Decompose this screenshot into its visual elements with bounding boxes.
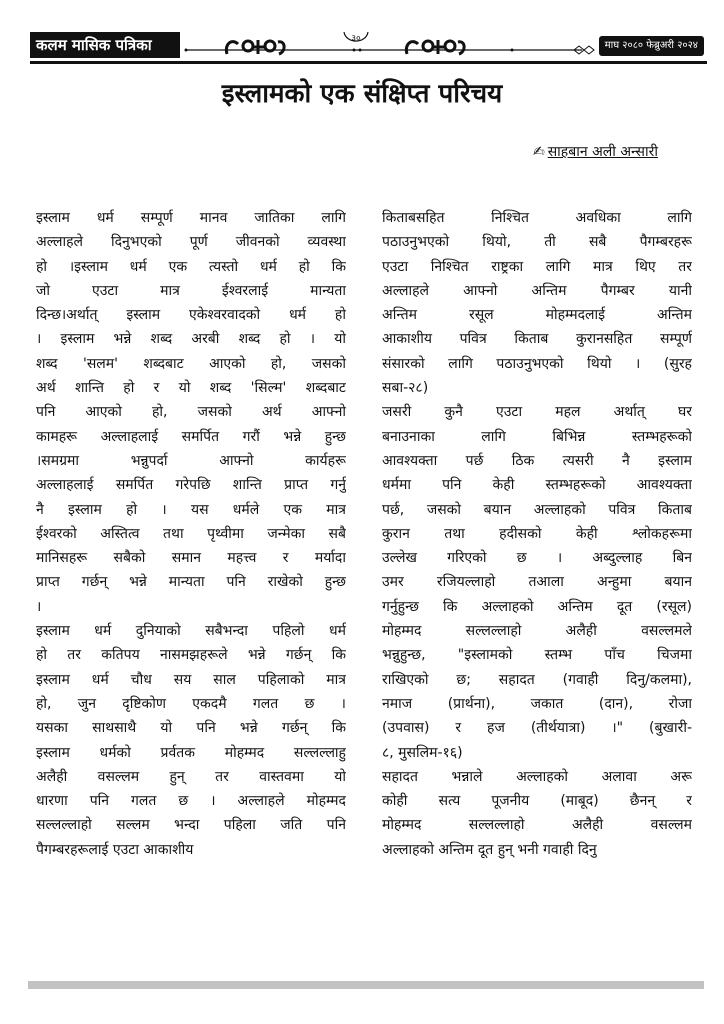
text-line: बनाउनाका लागि बिभिन्न स्तम्भहरूको	[382, 428, 692, 445]
text-line: नमाज (प्रार्थना), जकात (दान), रोजा	[382, 695, 692, 712]
text-line: ८, मुसलिम-१६)	[382, 744, 463, 761]
text-line: धारणा पनि गलत छ । अल्लाहले मोहम्मद	[36, 793, 346, 810]
text-line: किताबसहित निश्चित अवधिका लागि	[382, 210, 692, 226]
text-line: धर्ममा पनि केही स्तम्भहरूको आवश्यक्ता	[382, 477, 692, 494]
pen-icon: ✍	[532, 144, 545, 160]
text-line: गर्नुहुन्छ कि अल्लाहको अन्तिम दूत (रसूल)	[382, 598, 692, 615]
page-number: ३०	[351, 34, 361, 44]
text-line: इस्लाम धर्म सम्पूर्ण मानव जातिका लागि	[36, 210, 346, 226]
text-line: पर्छ, जसको बयान अल्लाहको पवित्र किताब	[382, 501, 692, 518]
floral-ornament-icon	[182, 30, 602, 60]
text-line: कुरान तथा हदीसको केही श्लोकहरूमा	[382, 525, 692, 542]
text-line: अलैही वसल्लम हुन् तर वास्तवमा यो	[36, 768, 346, 785]
author-byline	[533, 142, 658, 161]
text-line: अल्लाहलाई समर्पित गरेपछि शान्ति प्राप्त गर्नु	[36, 477, 346, 494]
text-line: इस्लाम धर्म दुनियाको सबैभन्दा पहिलो धर्म	[36, 623, 346, 640]
author-name: साहबान अली अन्सारी	[547, 144, 658, 160]
text-line: उमर रजियल्लाहो तआला अन्हुमा बयान	[382, 574, 692, 591]
issue-date-badge: माघ २०८० फेब्रुअरी २०२४	[599, 36, 704, 56]
text-line: अल्लाहले दिनुभएको पूर्ण जीवनको व्यवस्था	[36, 234, 346, 251]
text-line: जसरी कुनै एउटा महल अर्थात् घर	[382, 404, 692, 421]
text-line: अर्थ शान्ति हो र यो शब्द 'सिल्म' शब्दबाट	[36, 380, 346, 397]
article-title: इस्लामको एक संक्षिप्त परिचय	[221, 79, 503, 109]
text-line: एउटा निश्चित राष्ट्रका लागि मात्र थिए तर	[382, 258, 692, 275]
article-column-left	[36, 206, 346, 862]
text-line: पठाउनुभएको थियो, ती सबै पैगम्बरहरू	[382, 234, 692, 251]
text-line: अल्लाहको अन्तिम दूत हुन् भनी गवाही दिनु	[382, 841, 597, 858]
text-line: अन्तिम रसूल मोहम्मदलाई अन्तिम	[382, 307, 692, 324]
text-line: उल्लेख गरिएको छ । अब्दुल्लाह बिन	[382, 550, 692, 567]
text-line: सहादत भन्नाले अल्लाहको अलावा अरू	[382, 768, 692, 785]
text-line: शब्द 'सलम' शब्दबाट आएको हो, जसको	[36, 355, 346, 372]
text-line: आवश्यक्ता पर्छ ठिक त्यसरी नै इस्लाम	[382, 452, 692, 469]
header-rule	[30, 61, 707, 64]
text-line: प्राप्त गर्छन् भन्ने मान्यता पनि राखेको हुन्छ	[36, 574, 346, 591]
text-line: इस्लाम धर्मको प्रर्वतक मोहम्मद सल्लल्लाहु	[36, 744, 346, 761]
text-line: आकाशीय पवित्र किताब कुरानसहित सम्पूर्ण	[382, 331, 692, 348]
text-line: मानिसहरू सबैको समान महत्त्व र मर्यादा	[36, 550, 346, 567]
text-line: नै इस्लाम हो । यस धर्मले एक मात्र	[36, 501, 346, 518]
text-line: मोहम्मद सल्लल्लाहो अलैही वसल्लम	[382, 817, 692, 834]
text-line: ईश्वरको अस्तित्व तथा पृथ्वीमा जन्मेका सबै	[36, 525, 346, 542]
text-line: भन्नुहुन्छ, "इस्लामको स्तम्भ पाँच चिजमा	[382, 647, 692, 664]
text-line: (उपवास) र हज (तीर्थयात्रा) ।" (बुखारी-	[382, 720, 692, 737]
text-line: कोही सत्य पूजनीय (माबूद) छैनन् र	[382, 793, 692, 810]
text-line: सल्लल्लाहो सल्लम भन्दा पहिला जति पनि	[36, 817, 346, 834]
text-line: ।	[36, 598, 42, 615]
article-column-right	[382, 206, 692, 862]
text-line: ।समग्रमा भन्नुपर्दा आफ्नो कार्यहरू	[36, 452, 346, 469]
text-line: इस्लाम धर्म चौध सय साल पहिलाको मात्र	[36, 671, 346, 688]
text-line: हो ।इस्लाम धर्म एक त्यस्तो धर्म हो कि	[36, 258, 346, 275]
text-line: जो एउटा मात्र ईश्वरलाई मान्यता	[36, 282, 346, 299]
text-line: हो, जुन दृष्टिकोण एकदमै गलत छ ।	[36, 695, 346, 712]
ornament-left	[226, 40, 284, 54]
text-line: पैगम्बरहरूलाई एउटा आकाशीय	[36, 841, 194, 858]
text-line: कामहरू अल्लाहलाई समर्पित गरौं भन्ने हुन्छ	[36, 428, 346, 445]
text-line: । इस्लाम भन्ने शब्द अरबी शब्द हो । यो	[36, 331, 346, 348]
text-line: पनि आएको हो, जसको अर्थ आफ्नो	[36, 404, 346, 421]
footer-bar	[28, 981, 704, 989]
text-line: अल्लाहले आफ्नो अन्तिम पैगम्बर यानी	[382, 282, 692, 299]
page-header	[30, 30, 706, 62]
text-line: मोहम्मद सल्लल्लाहो अलैही वसल्लमले	[382, 623, 692, 640]
text-line: दिन्छ।अर्थात् इस्लाम एकेश्वरवादको धर्म हो	[36, 307, 346, 324]
ornament-right	[406, 40, 464, 54]
magazine-name: कलम मासिक पत्रिका	[30, 32, 180, 58]
text-line: हो तर कतिपय नासमझहरूले भन्ने गर्छन् कि	[36, 647, 346, 664]
text-line: यसका साथसाथै यो पनि भन्ने गर्छन् कि	[36, 720, 346, 737]
text-line: संसारको लागि पठाउनुभएको थियो । (सुरह	[382, 355, 692, 372]
text-line: सबा-२८)	[382, 380, 429, 397]
text-line: राखिएको छ; सहादत (गवाही दिनु/कलमा),	[382, 671, 692, 688]
